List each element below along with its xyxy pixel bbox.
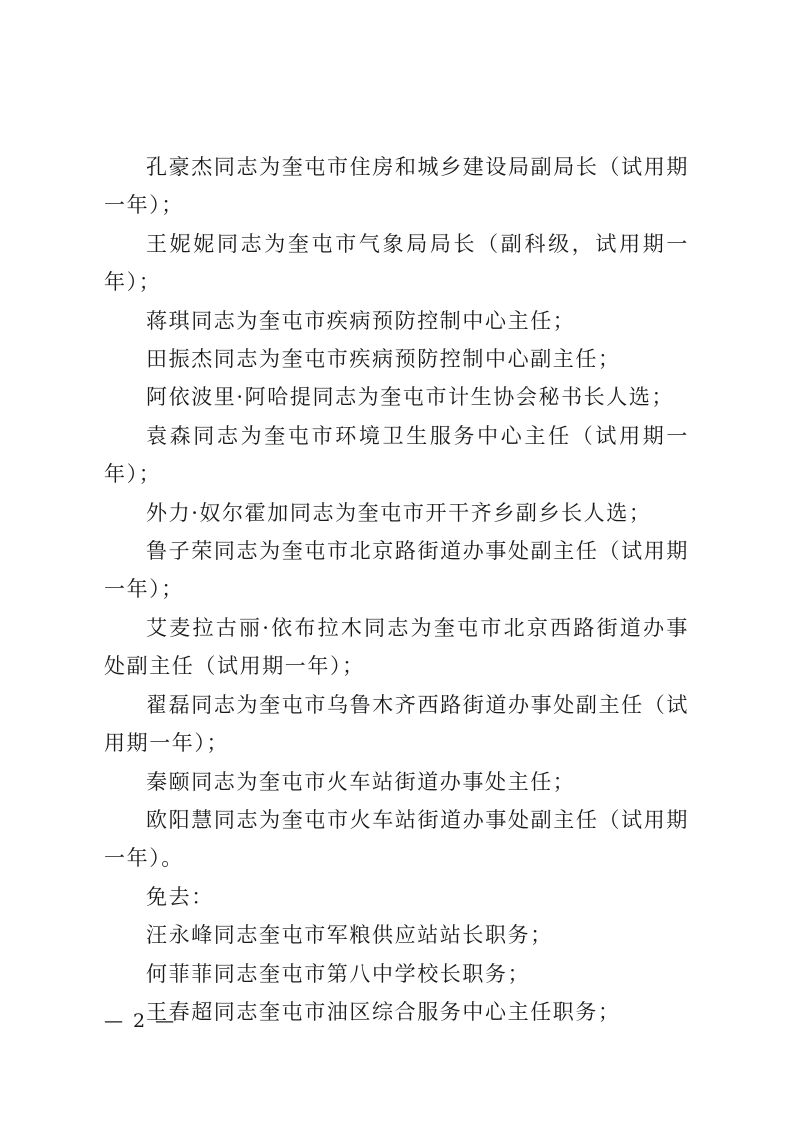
paragraph: 王春超同志奎屯市油区综合服务中心主任职务；: [146, 999, 621, 1024]
paragraph: 鲁子荣同志为奎屯市北京路街道办事处副主任（试用期一年）；: [104, 539, 689, 602]
page-number: — 2 —: [104, 1010, 177, 1032]
paragraph: 蒋琪同志为奎屯市疾病预防控制中心主任；: [146, 308, 576, 333]
paragraph: 田振杰同志为奎屯市疾病预防控制中心副主任；: [146, 347, 621, 372]
paragraph: 翟磊同志为奎屯市乌鲁木齐西路街道办事处副主任（试用期一年）；: [104, 692, 689, 756]
paragraph: 袁森同志为奎屯市环境卫生服务中心主任（试用期一年）；: [104, 423, 689, 487]
document-body: [104, 148, 689, 1031]
paragraph: 汪永峰同志奎屯市军粮供应站站长职务；: [146, 923, 553, 948]
paragraph: 欧阳慧同志为奎屯市火车站街道办事处副主任（试用期一年）。: [104, 807, 689, 871]
paragraph: 孔豪杰同志为奎屯市住房和城乡建设局副局长（试用期一年）；: [104, 155, 689, 218]
paragraph: 何菲菲同志奎屯市第八中学校长职务；: [146, 961, 531, 986]
paragraph: 王妮妮同志为奎屯市气象局局长（副科级，试用期一年）；: [104, 231, 689, 295]
paragraph: 秦颐同志为奎屯市火车站街道办事处主任；: [146, 769, 576, 794]
paragraph: 外力·奴尔霍加同志为奎屯市开干齐乡副乡长人选；: [146, 500, 652, 525]
section-heading: 免去：: [146, 884, 214, 909]
paragraph: 艾麦拉古丽·依布拉木同志为奎屯市北京西路街道办事处副主任（试用期一年）；: [104, 615, 689, 679]
paragraph: 阿依波里·阿哈提同志为奎屯市计生协会秘书长人选；: [146, 385, 675, 410]
